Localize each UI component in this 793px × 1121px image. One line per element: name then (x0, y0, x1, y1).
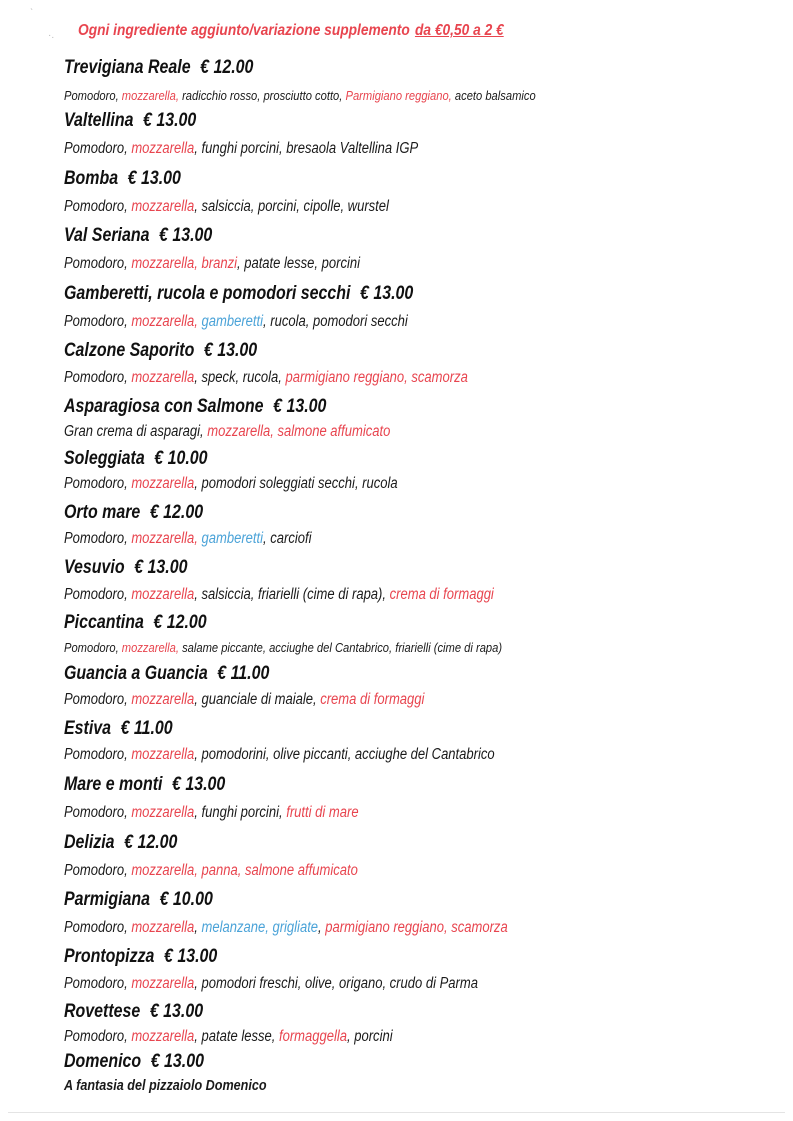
pizza-ingredients (64, 86, 536, 106)
pizza-ingredients (64, 585, 494, 605)
ingredient-text: mozzarella (131, 369, 195, 386)
ingredient-text: Gran crema di asparagi, (64, 423, 208, 440)
ingredient-text: , pomodori freschi, olive, origano, crudo di Parma (194, 975, 478, 992)
pizza-title (64, 832, 177, 854)
pizza-price: € 12.00 (124, 832, 178, 853)
pizza-price: € 11.00 (217, 663, 270, 684)
ingredient-text: Pomodoro, (64, 475, 132, 492)
pizza-price: € 12.00 (200, 57, 254, 78)
pizza-title (64, 225, 212, 247)
ingredient-text: Pomodoro, (64, 369, 132, 386)
ingredient-text: , pomodorini, olive piccanti, acciughe del Cantabrico (194, 746, 495, 763)
pizza-price: € 13.00 (203, 340, 258, 361)
pizza-name: Asparagiosa con Salmone (64, 396, 264, 417)
pizza-ingredients (64, 529, 312, 549)
pizza-name: Vesuvio (64, 557, 125, 578)
pizza-title (64, 557, 187, 579)
pizza-ingredients (64, 690, 424, 710)
ingredient-text: , salsiccia, friarielli (cime di rapa), (194, 586, 390, 603)
pizza-title (64, 502, 203, 524)
pizza-ingredients (64, 254, 360, 274)
pizza-title (64, 1001, 203, 1023)
ingredient-text: mozzarella (131, 140, 195, 157)
ingredient-text: gamberetti (201, 313, 264, 330)
pizza-title (64, 448, 208, 470)
pizza-price: € 10.00 (154, 448, 208, 469)
page-bottom-edge (8, 1112, 785, 1113)
ingredient-text: Pomodoro, (64, 255, 132, 272)
pizza-name: Estiva (64, 718, 112, 739)
pizza-ingredients (64, 918, 508, 938)
pizza-name: Trevigiana Reale (64, 57, 191, 78)
pizza-title (64, 612, 207, 634)
ingredient-text: gamberetti (201, 530, 264, 547)
pizza-name: Domenico (64, 1051, 142, 1072)
ingredient-text: mozzarella, salmone affumicato (207, 423, 391, 440)
pizza-price: € 13.00 (127, 168, 181, 189)
pizza-name: Orto mare (64, 502, 141, 523)
ingredient-text: Pomodoro, (64, 313, 132, 330)
pizza-price: € 13.00 (143, 110, 197, 131)
ingredient-text: , funghi porcini, bresaola Valtellina IGP (194, 140, 419, 157)
pizza-name: Mare e monti (64, 774, 163, 795)
pizza-name: Gamberetti, rucola e pomodori secchi (64, 283, 351, 304)
pizza-title (64, 283, 413, 305)
ingredient-text: frutti di mare (286, 804, 359, 821)
pizza-ingredients (64, 803, 359, 823)
pizza-ingredients (64, 474, 398, 494)
scan-speck: ˋ (30, 8, 34, 19)
pizza-title (64, 396, 326, 418)
ingredient-text: Pomodoro, (64, 691, 132, 708)
ingredient-text: mozzarella (131, 586, 195, 603)
ingredient-text: mozzarella (131, 198, 195, 215)
pizza-name: Delizia (64, 832, 115, 853)
ingredient-text: Pomodoro, (64, 1028, 132, 1045)
supplement-range: da €0,50 a 2 € (414, 22, 504, 39)
ingredient-text: mozzarella (131, 691, 195, 708)
ingredient-text: Parmigiano reggiano, (345, 88, 452, 103)
pizza-name: Valtellina (64, 110, 134, 131)
ingredient-text: mozzarella, (131, 530, 202, 547)
ingredient-text: Pomodoro, (64, 198, 132, 215)
pizza-title (64, 889, 213, 911)
pizza-ingredients (64, 197, 389, 217)
pizza-price: € 13.00 (150, 1051, 204, 1072)
ingredient-text: mozzarella, (121, 640, 179, 655)
ingredient-text: Pomodoro, (64, 140, 132, 157)
pizza-ingredients (64, 422, 390, 442)
pizza-price: € 12.00 (153, 612, 207, 633)
pizza-price: € 13.00 (159, 225, 213, 246)
pizza-title (64, 774, 225, 796)
pizza-ingredients (64, 1027, 393, 1047)
pizza-price: € 13.00 (134, 557, 188, 578)
ingredient-text: Pomodoro, (64, 88, 122, 103)
pizza-name: Soleggiata (64, 448, 145, 469)
ingredient-text: formaggella (278, 1028, 348, 1045)
ingredient-text: mozzarella (131, 746, 195, 763)
ingredient-text: radicchio rosso, prosciutto cotto, (178, 88, 346, 103)
ingredient-text: mozzarella (131, 919, 195, 936)
pizza-name: Rovettese (64, 1001, 141, 1022)
ingredient-text: Pomodoro, (64, 586, 132, 603)
scan-speck: ·. (48, 30, 55, 41)
ingredient-text: parmigiano reggiano, scamorza (325, 919, 508, 936)
ingredient-text: parmigiano reggiano, scamorza (285, 369, 468, 386)
ingredient-text: mozzarella (131, 975, 195, 992)
pizza-title (64, 1051, 204, 1073)
pizza-price: € 13.00 (149, 1001, 204, 1022)
ingredient-text: mozzarella, branzi (131, 255, 237, 272)
pizza-name: Prontopizza (64, 946, 155, 967)
pizza-name: Guancia a Guancia (64, 663, 208, 684)
ingredient-text: mozzarella, (131, 313, 202, 330)
pizza-name: Calzone Saporito (64, 340, 195, 361)
pizza-title (64, 57, 253, 79)
ingredient-text: , speck, rucola, (194, 369, 286, 386)
pizza-price: € 12.00 (149, 502, 204, 523)
pizza-name: Bomba (64, 168, 119, 189)
ingredient-text: mozzarella (131, 804, 195, 821)
pizza-price: € 10.00 (159, 889, 213, 910)
ingredient-text: Pomodoro, (64, 530, 132, 547)
pizza-name: Val Seriana (64, 225, 150, 246)
pizza-title (64, 946, 217, 968)
pizza-ingredients (64, 312, 408, 332)
ingredient-text: crema di formaggi (320, 691, 425, 708)
ingredient-text: Pomodoro, (64, 746, 132, 763)
ingredient-text: Pomodoro, (64, 640, 122, 655)
pizza-ingredients (64, 638, 502, 658)
pizza-price: € 13.00 (360, 283, 414, 304)
pizza-ingredients (64, 139, 418, 159)
pizza-title (64, 110, 196, 132)
ingredient-text: aceto balsamico (451, 88, 536, 103)
pizza-title (64, 340, 257, 362)
ingredient-text: A fantasia del pizzaiolo Domenico (64, 1077, 267, 1094)
ingredient-text: Pomodoro, (64, 862, 132, 879)
ingredient-text: salame piccante, acciughe del Cantabrico, friarielli (cime di rapa) (178, 640, 503, 655)
supplement-note (78, 22, 504, 40)
pizza-ingredients (64, 368, 468, 388)
ingredient-text: , (194, 919, 202, 936)
ingredient-text: , funghi porcini, (194, 804, 287, 821)
ingredient-text: melanzane, grigliate (201, 919, 319, 936)
pizza-price: € 13.00 (273, 396, 327, 417)
ingredient-text: , (318, 919, 326, 936)
ingredient-text: , pomodori soleggiati secchi, rucola (194, 475, 398, 492)
ingredient-text: Pomodoro, (64, 804, 132, 821)
ingredient-text: , porcini (347, 1028, 393, 1045)
ingredient-text: , salsiccia, porcini, cipolle, wurstel (194, 198, 389, 215)
ingredient-text: Pomodoro, (64, 975, 132, 992)
pizza-ingredients (64, 974, 478, 994)
pizza-title (64, 168, 181, 190)
ingredient-text: , carciofi (263, 530, 312, 547)
pizza-title (64, 663, 269, 685)
ingredient-text: Pomodoro, (64, 919, 132, 936)
pizza-price: € 13.00 (172, 774, 226, 795)
ingredient-text: , patate lesse, porcini (236, 255, 361, 272)
ingredient-text: , rucola, pomodori secchi (263, 313, 408, 330)
ingredient-text: , guanciale di maiale, (194, 691, 321, 708)
supplement-text: Ogni ingrediente aggiunto/variazione supplemento (78, 22, 410, 39)
ingredient-text: mozzarella (131, 475, 195, 492)
ingredient-text: mozzarella, panna, salmone affumicato (131, 862, 358, 879)
ingredient-text: , patate lesse, (194, 1028, 279, 1045)
pizza-price: € 11.00 (120, 718, 173, 739)
pizza-ingredients (64, 1076, 267, 1096)
pizza-ingredients (64, 861, 358, 881)
ingredient-text: mozzarella (131, 1028, 195, 1045)
pizza-name: Piccantina (64, 612, 144, 633)
pizza-title (64, 718, 173, 740)
pizza-ingredients (64, 745, 495, 765)
ingredient-text: mozzarella, (121, 88, 179, 103)
pizza-name: Parmigiana (64, 889, 151, 910)
ingredient-text: crema di formaggi (389, 586, 494, 603)
pizza-price: € 13.00 (164, 946, 218, 967)
